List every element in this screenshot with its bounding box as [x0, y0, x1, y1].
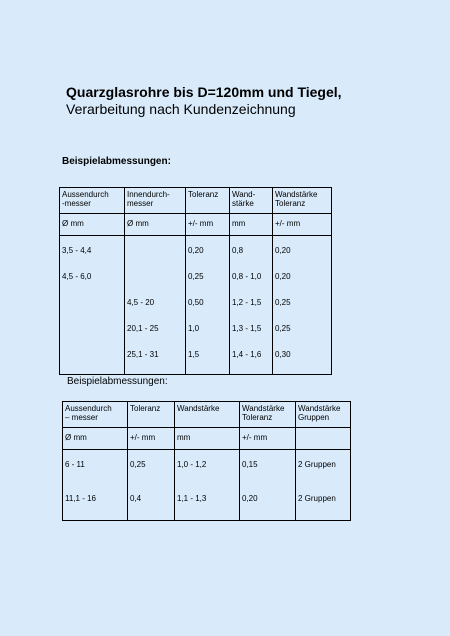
- header-line: – messer: [65, 413, 98, 422]
- table-cell: 0,25: [273, 318, 332, 344]
- unit-cell: +/- mm: [128, 428, 175, 450]
- header-line: Wandstärke: [242, 404, 285, 413]
- table-cell: 0,20: [186, 236, 230, 267]
- unit-cell: mm: [175, 428, 240, 450]
- table-row: [60, 266, 332, 292]
- unit-cell: mm: [230, 214, 273, 236]
- header-cell: [175, 402, 240, 428]
- table-cell: 0,20: [273, 266, 332, 292]
- table-cell: 25,1 - 31: [125, 344, 186, 375]
- table-cell: 0,8: [230, 236, 273, 267]
- table-cell: 1,0 - 1,2: [175, 450, 240, 485]
- table-cell: 1,1 - 1,3: [175, 484, 240, 521]
- table-cell: 4,5 - 6,0: [60, 266, 125, 292]
- table-cell: 1,2 - 1,5: [230, 292, 273, 318]
- title-line-2: Verarbeitung nach Kundenzeichnung: [66, 101, 296, 117]
- document-title: [66, 84, 342, 118]
- header-cell: [125, 188, 186, 214]
- table-header-row: [63, 402, 351, 428]
- table-cell: 0,4: [128, 484, 175, 521]
- unit-cell: +/- mm: [186, 214, 230, 236]
- header-line: Wandstärke: [298, 404, 341, 413]
- table-cell: 0,8 - 1,0: [230, 266, 273, 292]
- unit-cell: Ø mm: [125, 214, 186, 236]
- table-cell: [60, 318, 125, 344]
- table-cell: 3,5 - 4,4: [60, 236, 125, 267]
- header-line: -messer: [62, 199, 91, 208]
- unit-cell: [296, 428, 351, 450]
- table-cell: 0,30: [273, 344, 332, 375]
- unit-cell: Ø mm: [60, 214, 125, 236]
- table-header-row: [60, 188, 332, 214]
- dimensions-table-1: [59, 187, 332, 375]
- table-row: [63, 450, 351, 485]
- table-cell: 0,20: [273, 236, 332, 267]
- header-line: Toleranz: [188, 190, 219, 199]
- header-line: Aussendurch: [65, 404, 112, 413]
- table-row: [60, 236, 332, 267]
- header-line: Toleranz: [130, 404, 161, 413]
- unit-cell: +/- mm: [273, 214, 332, 236]
- table-row: [60, 318, 332, 344]
- table-cell: 1,0: [186, 318, 230, 344]
- table-cell: 6 - 11: [63, 450, 128, 485]
- table-cell: 11,1 - 16: [63, 484, 128, 521]
- dimensions-table-2: [62, 401, 351, 521]
- table-cell: 20,1 - 25: [125, 318, 186, 344]
- table-cell: [125, 236, 186, 267]
- table-unit-row: [60, 214, 332, 236]
- header-line: Aussendurch: [62, 190, 109, 199]
- header-line: Innendurch-: [127, 190, 170, 199]
- header-cell: [60, 188, 125, 214]
- table-cell: 0,25: [186, 266, 230, 292]
- header-line: Wandstärke: [275, 190, 318, 199]
- table-cell: [125, 266, 186, 292]
- table-cell: 0,25: [128, 450, 175, 485]
- table-cell: 0,25: [273, 292, 332, 318]
- header-line: Wand-: [232, 190, 256, 199]
- table-cell: 1,4 - 1,6: [230, 344, 273, 375]
- header-cell: [230, 188, 273, 214]
- table-unit-row: [63, 428, 351, 450]
- header-line: Toleranz: [242, 413, 273, 422]
- table-cell: 2 Gruppen: [296, 484, 351, 521]
- section2-heading: Beispielabmessungen:: [67, 376, 168, 387]
- table-cell: 4,5 - 20: [125, 292, 186, 318]
- header-line: messer: [127, 199, 154, 208]
- table-row: [60, 292, 332, 318]
- section1-heading: Beispielabmessungen:: [62, 156, 171, 167]
- table-cell: [60, 344, 125, 375]
- header-line: stärke: [232, 199, 254, 208]
- title-line-1: Quarzglasrohre bis D=120mm und Tiegel,: [66, 84, 342, 100]
- table-row: [63, 484, 351, 521]
- table-cell: 2 Gruppen: [296, 450, 351, 485]
- header-cell: [63, 402, 128, 428]
- table-row: [60, 344, 332, 375]
- unit-cell: Ø mm: [63, 428, 128, 450]
- header-cell: [273, 188, 332, 214]
- table-cell: 0,15: [240, 450, 296, 485]
- header-cell: [128, 402, 175, 428]
- table-cell: 1,5: [186, 344, 230, 375]
- header-cell: [296, 402, 351, 428]
- table-cell: [60, 292, 125, 318]
- table-cell: 0,20: [240, 484, 296, 521]
- table-cell: 1,3 - 1,5: [230, 318, 273, 344]
- header-cell: [240, 402, 296, 428]
- header-cell: [186, 188, 230, 214]
- header-line: Toleranz: [275, 199, 306, 208]
- unit-cell: +/- mm: [240, 428, 296, 450]
- header-line: Wandstärke: [177, 404, 220, 413]
- header-line: Gruppen: [298, 413, 330, 422]
- table-cell: 0,50: [186, 292, 230, 318]
